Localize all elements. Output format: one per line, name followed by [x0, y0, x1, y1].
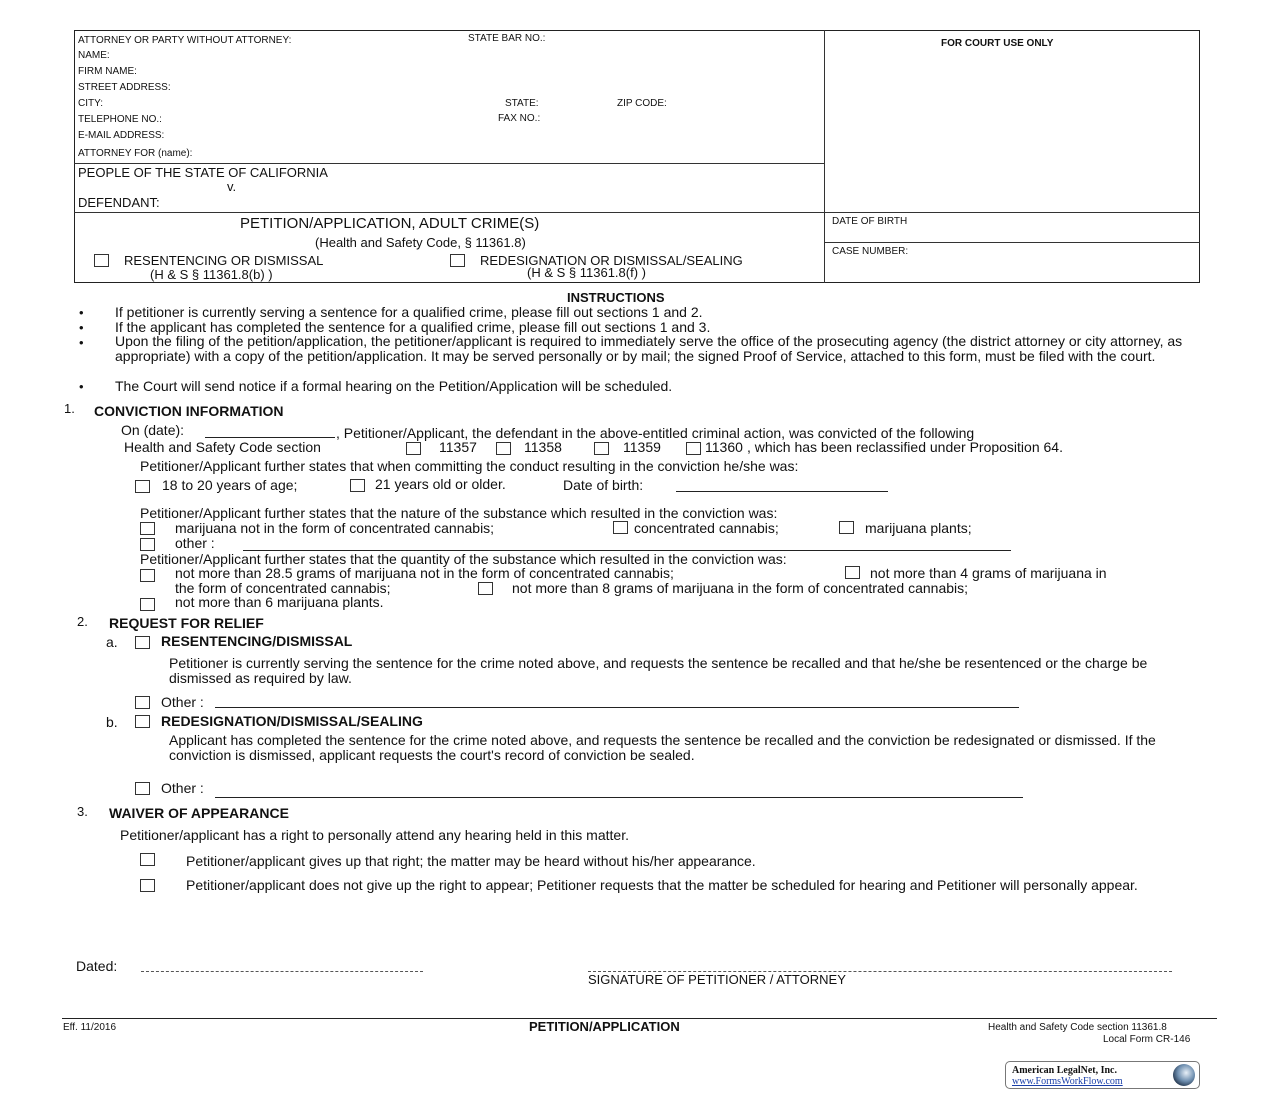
- personally-appear-checkbox[interactable]: [140, 879, 155, 892]
- effective-date: Eff. 11/2016: [63, 1022, 117, 1033]
- people-label: PEOPLE OF THE STATE OF CALIFORNIA: [78, 165, 328, 180]
- bullet-icon: •: [79, 320, 84, 335]
- instructions-heading: INSTRUCTIONS: [567, 290, 665, 305]
- instruction-item: Upon the filing of the petition/application, the petitioner/applicant is required to immediately serve the office of the prosecuting agency (the district attorney or city attorney, as appropriate) with a copy of the petition/application. It may be served personally or by mail; the signed Proof of Service, attached to this form, must be filed with the court.: [115, 333, 1183, 364]
- personally-appear-label: Petitioner/applicant does not give up the right to appear; Petitioner requests that the matter be scheduled for hearing and Petitioner will personally appear.: [186, 877, 1138, 893]
- redesignation-dismissal-sealing-checkbox[interactable]: [135, 715, 150, 728]
- code-11360-label: 11360: [705, 439, 743, 455]
- resentencing-dismissal-heading: RESENTENCING/DISMISSAL: [161, 633, 353, 649]
- telephone-label: TELEPHONE NO.:: [78, 114, 162, 125]
- nature-other-checkbox[interactable]: [140, 538, 155, 551]
- firm-name-label: FIRM NAME:: [78, 66, 137, 77]
- defendant-label: DEFENDANT:: [78, 195, 160, 210]
- age-21-plus-label: 21 years old or older.: [375, 476, 506, 492]
- court-use-label: FOR COURT USE ONLY: [941, 38, 1054, 49]
- on-date-label: On (date):: [121, 422, 185, 438]
- redesignation-dismissal-sealing-text: Applicant has completed the sentence for the crime noted above, and requests the sentence be recalled and the conviction be redesignated or dismissed. If the conviction is dismissed, applicant requests the court's record of conviction be sealed.: [169, 732, 1156, 763]
- date-of-birth-label: Date of birth:: [563, 477, 644, 493]
- option-a-other-field[interactable]: [215, 707, 1019, 708]
- nature-plants-checkbox[interactable]: [839, 521, 854, 534]
- form-subtitle: (Health and Safety Code, § 11361.8): [315, 235, 526, 250]
- email-label: E-MAIL ADDRESS:: [78, 130, 165, 141]
- footer-form-number: Local Form CR-146: [1103, 1034, 1191, 1045]
- bullet-icon: •: [79, 305, 84, 320]
- footer-title: PETITION/APPLICATION: [529, 1019, 680, 1034]
- section-2-heading: REQUEST FOR RELIEF: [109, 615, 264, 631]
- waive-appearance-label: Petitioner/applicant gives up that right; the matter may be heard without his/her appearance.: [186, 853, 756, 869]
- dated-label: Dated:: [76, 958, 118, 974]
- state-bar-label: STATE BAR NO.:: [468, 33, 546, 44]
- code-11360-checkbox[interactable]: [686, 442, 701, 455]
- option-b-other-checkbox[interactable]: [135, 782, 150, 795]
- quantity-6-plants-checkbox[interactable]: [140, 598, 155, 611]
- city-label: CITY:: [78, 98, 104, 109]
- dob-box-bottom: [824, 242, 1200, 243]
- code-11359-checkbox[interactable]: [594, 442, 609, 455]
- redesignation-dismissal-sealing-heading: REDESIGNATION/DISMISSAL/SEALING: [161, 713, 423, 729]
- waiver-intro: Petitioner/applicant has a right to personally attend any hearing held in this matter.: [120, 827, 629, 843]
- resentencing-or-dismissal-label: RESENTENCING OR DISMISSAL: [124, 253, 324, 268]
- caption-divider: [824, 30, 825, 283]
- quantity-statement: Petitioner/Applicant further states that the quantity of the substance which resulted in the conviction was:: [140, 551, 787, 567]
- nature-marijuana-checkbox[interactable]: [140, 522, 155, 535]
- resentencing-dismissal-text: Petitioner is currently serving the sentence for the crime noted above, and requests the sentence be recalled and that he/she be resentenced or the charge be dismissed as required by law.: [169, 655, 1148, 686]
- option-a-other-checkbox[interactable]: [135, 696, 150, 709]
- quantity-8g-checkbox[interactable]: [478, 582, 493, 595]
- nature-plants-label: marijuana plants;: [865, 520, 972, 536]
- option-b-letter: b.: [106, 714, 118, 730]
- code-11358-label: 11358: [524, 439, 562, 455]
- globe-icon: [1173, 1064, 1195, 1086]
- resentencing-code-label: (H & S § 11361.8(b) ): [150, 267, 273, 282]
- nature-marijuana-label: marijuana not in the form of concentrated cannabis;: [175, 520, 495, 536]
- waive-appearance-checkbox[interactable]: [140, 853, 155, 866]
- quantity-4g-checkbox[interactable]: [845, 566, 860, 579]
- redesignation-or-dismissal-label: REDESIGNATION OR DISMISSAL/SEALING: [480, 253, 743, 268]
- signature-label: SIGNATURE OF PETITIONER / ATTORNEY: [588, 972, 846, 987]
- age-statement: Petitioner/Applicant further states that when committing the conduct resulting in the conviction he/she was:: [140, 458, 799, 474]
- code-11357-label: 11357: [439, 439, 477, 455]
- instruction-item: The Court will send notice if a formal hearing on the Petition/Application will be scheduled.: [115, 378, 673, 394]
- redesignation-or-dismissal-checkbox[interactable]: [450, 254, 465, 267]
- case-number-label: CASE NUMBER:: [832, 246, 909, 257]
- footer-code: Health and Safety Code section 11361.8: [988, 1022, 1167, 1033]
- resentencing-dismissal-checkbox[interactable]: [135, 636, 150, 649]
- reclassified-text: , which has been reclassified under Proposition 64.: [747, 439, 1063, 455]
- attorney-block-bottom: [74, 163, 824, 164]
- form-title: PETITION/APPLICATION, ADULT CRIME(S): [240, 215, 540, 232]
- attorney-party-label: ATTORNEY OR PARTY WITHOUT ATTORNEY:: [78, 35, 292, 46]
- nature-statement: Petitioner/Applicant further states that the nature of the substance which resulted in the conviction was:: [140, 505, 778, 521]
- code-11359-label: 11359: [623, 439, 661, 455]
- instruction-item: If the applicant has completed the sentence for a qualified crime, please fill out sections 1 and 3.: [115, 319, 711, 335]
- code-11358-checkbox[interactable]: [496, 442, 511, 455]
- versus-label: v.: [227, 179, 237, 194]
- option-b-other-field[interactable]: [215, 797, 1023, 798]
- hs-code-label: Health and Safety Code section: [124, 439, 321, 455]
- logo-url-link[interactable]: www.FormsWorkFlow.com: [1012, 1076, 1123, 1087]
- quantity-4g-label-cont: the form of concentrated cannabis;: [175, 580, 391, 596]
- bullet-icon: •: [79, 335, 84, 350]
- option-a-letter: a.: [106, 634, 118, 650]
- caption-box: [74, 30, 1200, 283]
- quantity-28-5g-label: not more than 28.5 grams of marijuana not in the form of concentrated cannabis;: [175, 565, 674, 581]
- nature-other-label: other :: [175, 535, 215, 551]
- date-of-birth-field[interactable]: [676, 491, 888, 492]
- nature-concentrated-label: concentrated cannabis;: [634, 520, 779, 536]
- american-legalnet-logo[interactable]: [1005, 1061, 1200, 1089]
- section-2-number: 2.: [77, 614, 88, 629]
- option-a-other-label: Other :: [161, 694, 204, 710]
- quantity-28-5g-checkbox[interactable]: [140, 569, 155, 582]
- section-1-heading: CONVICTION INFORMATION: [94, 403, 284, 419]
- street-address-label: STREET ADDRESS:: [78, 82, 171, 93]
- conviction-text: , Petitioner/Applicant, the defendant in the above-entitled criminal action, was convicted of the following: [336, 425, 975, 441]
- age-18-20-checkbox[interactable]: [135, 480, 150, 493]
- section-1-number: 1.: [64, 401, 75, 416]
- bullet-icon: •: [79, 379, 84, 394]
- state-label: STATE:: [505, 98, 539, 109]
- fax-label: FAX NO.:: [498, 113, 541, 124]
- section-3-heading: WAIVER OF APPEARANCE: [109, 805, 289, 821]
- quantity-6-plants-label: not more than 6 marijuana plants.: [175, 594, 384, 610]
- age-18-20-label: 18 to 20 years of age;: [162, 477, 298, 493]
- age-21-plus-checkbox[interactable]: [350, 479, 365, 492]
- code-11357-checkbox[interactable]: [406, 442, 421, 455]
- conviction-date-field[interactable]: [205, 437, 335, 438]
- nature-concentrated-checkbox[interactable]: [613, 521, 628, 534]
- quantity-8g-label: not more than 8 grams of marijuana in the form of concentrated cannabis;: [512, 580, 969, 596]
- logo-company-name: American LegalNet, Inc.: [1012, 1065, 1117, 1076]
- redesignation-code-label: (H & S § 11361.8(f) ): [527, 265, 646, 280]
- dated-field[interactable]: [141, 971, 423, 972]
- section-3-number: 3.: [77, 804, 88, 819]
- attorney-for-label: ATTORNEY FOR (name):: [78, 148, 193, 159]
- option-b-other-label: Other :: [161, 780, 204, 796]
- date-of-birth-label: DATE OF BIRTH: [832, 216, 908, 227]
- name-label: NAME:: [78, 50, 110, 61]
- resentencing-or-dismissal-checkbox[interactable]: [94, 254, 109, 267]
- zip-code-label: ZIP CODE:: [617, 98, 667, 109]
- quantity-4g-label: not more than 4 grams of marijuana in: [870, 565, 1107, 581]
- instruction-item: If petitioner is currently serving a sentence for a qualified crime, please fill out sections 1 and 2.: [115, 304, 703, 320]
- parties-block-bottom: [74, 212, 1200, 213]
